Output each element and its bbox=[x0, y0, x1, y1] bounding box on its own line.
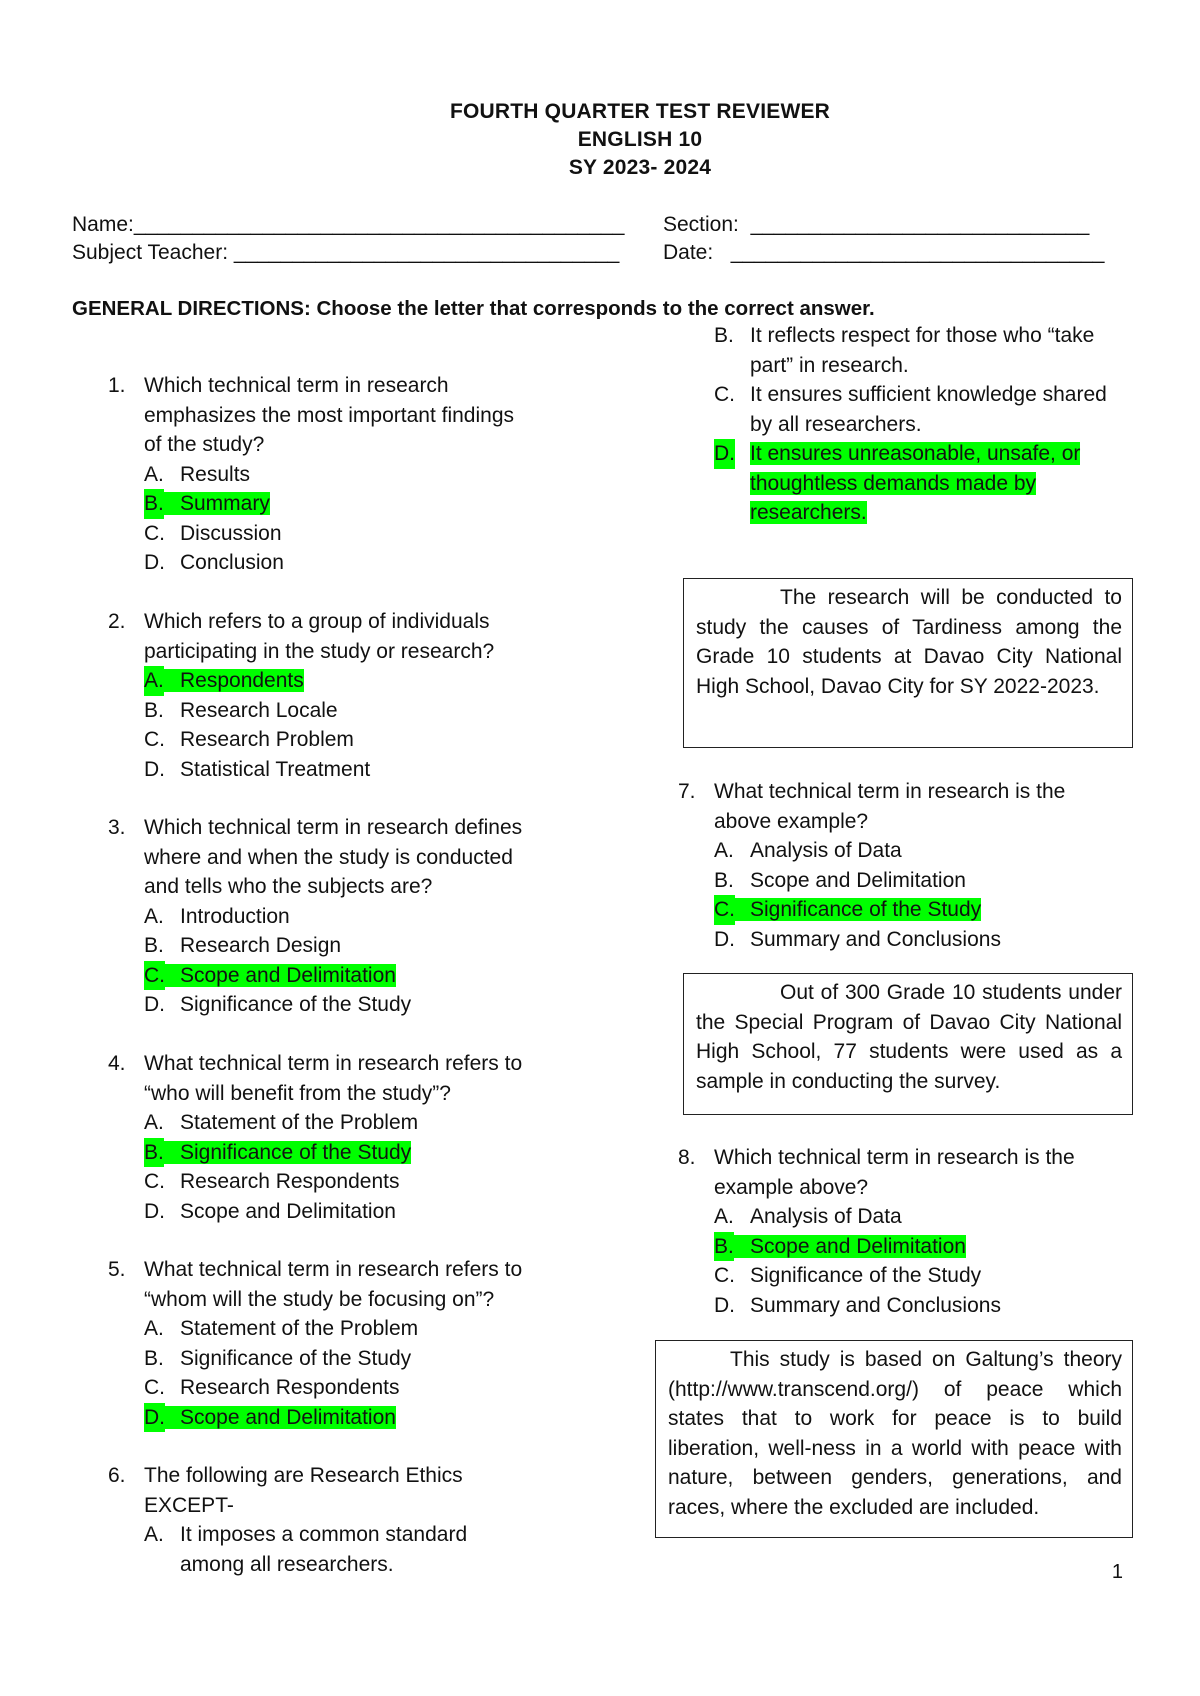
question-stem: Which technical term in research is the example above? bbox=[714, 1146, 1075, 1199]
option-b[interactable] bbox=[144, 489, 528, 519]
option-text: Analysis of Data bbox=[750, 839, 902, 862]
question-stem: What technical term in research refers to “whom will the study be focusing on”? bbox=[144, 1258, 523, 1311]
option-letter: C. bbox=[714, 895, 735, 925]
option-b[interactable] bbox=[144, 1344, 528, 1374]
question-stem: Which technical term in research defines where and when the study is conducted and tells who the subjects are? bbox=[144, 816, 523, 898]
option-letter: A. bbox=[144, 462, 164, 486]
option-letter: D. bbox=[144, 993, 165, 1016]
option-text: It ensures sufficient knowledge shared by all researchers. bbox=[750, 383, 1107, 436]
example-box-text: Out of 300 Grade 10 students under the Special Program of Davao City National High School, 77 students were used as a sample in conducting the survey. bbox=[696, 981, 1122, 1093]
option-letter: B. bbox=[714, 868, 734, 892]
option-letter: D. bbox=[714, 1293, 735, 1317]
name-field[interactable] bbox=[72, 213, 624, 237]
option-d[interactable] bbox=[714, 925, 1118, 955]
option-text: Research Locale bbox=[180, 698, 338, 722]
option-text: Results bbox=[180, 462, 251, 486]
section-label: Section: bbox=[663, 213, 739, 236]
option-letter: A. bbox=[144, 1111, 164, 1134]
option-a[interactable] bbox=[144, 460, 528, 490]
option-c[interactable] bbox=[144, 519, 528, 549]
question-number: 2. bbox=[108, 610, 126, 633]
option-letter: D. bbox=[144, 1199, 165, 1223]
question-3 bbox=[108, 813, 528, 1020]
option-letter: B. bbox=[144, 934, 164, 957]
option-text-highlighted: Significance of the Study bbox=[144, 1141, 411, 1164]
option-letter: D. bbox=[144, 1403, 165, 1433]
option-c[interactable] bbox=[144, 961, 528, 991]
option-b[interactable] bbox=[144, 1138, 528, 1168]
section-line: _____________________________ bbox=[750, 213, 1090, 236]
example-box-1 bbox=[683, 578, 1133, 748]
question-number: 4. bbox=[108, 1052, 126, 1075]
option-c[interactable] bbox=[714, 380, 1126, 439]
option-letter: C. bbox=[714, 1264, 735, 1287]
option-c[interactable] bbox=[144, 1373, 528, 1403]
option-letter: B. bbox=[144, 1346, 164, 1370]
question-number: 6. bbox=[108, 1464, 126, 1487]
option-a[interactable] bbox=[144, 1520, 526, 1579]
option-text: Significance of the Study bbox=[180, 993, 412, 1016]
question-1 bbox=[108, 371, 528, 578]
date-line: ________________________________ bbox=[730, 241, 1105, 264]
option-text: Scope and Delimitation bbox=[750, 868, 966, 892]
option-c[interactable] bbox=[714, 1261, 1118, 1291]
option-text: Research Design bbox=[180, 934, 342, 957]
option-text-highlighted: Scope and Delimitation bbox=[144, 1406, 396, 1429]
question-number: 7. bbox=[678, 780, 696, 803]
option-letter: A. bbox=[144, 1523, 164, 1546]
option-text-highlighted: Scope and Delimitation bbox=[144, 964, 396, 987]
option-letter: D. bbox=[714, 927, 735, 951]
option-d[interactable] bbox=[144, 548, 528, 578]
option-letter: C. bbox=[144, 521, 165, 545]
option-text: Summary and Conclusions bbox=[750, 927, 1001, 951]
option-d[interactable] bbox=[144, 990, 528, 1020]
option-letter: D. bbox=[714, 439, 735, 469]
option-text: Summary and Conclusions bbox=[750, 1293, 1001, 1317]
subject-teacher-line: _________________________________ bbox=[233, 241, 620, 264]
doc-title-line-1: FOURTH QUARTER TEST REVIEWER bbox=[449, 100, 831, 123]
option-b[interactable] bbox=[714, 1232, 1118, 1262]
doc-title-line-2: ENGLISH 10 bbox=[577, 128, 703, 151]
option-letter: C. bbox=[714, 383, 735, 406]
option-letter: B. bbox=[144, 1138, 164, 1168]
option-text: Scope and Delimitation bbox=[180, 1199, 396, 1223]
option-letter: B. bbox=[144, 698, 164, 722]
option-letter: C. bbox=[144, 1170, 165, 1193]
option-letter: C. bbox=[144, 728, 165, 751]
name-label: Name: bbox=[72, 213, 134, 236]
option-d[interactable] bbox=[144, 1197, 528, 1227]
option-text-highlighted: Significance of the Study bbox=[714, 898, 981, 921]
option-d[interactable] bbox=[714, 439, 1104, 528]
option-letter: A. bbox=[144, 1317, 164, 1340]
option-a[interactable] bbox=[714, 1202, 1118, 1232]
option-letter: C. bbox=[144, 961, 165, 991]
option-text: Significance of the Study bbox=[180, 1346, 412, 1370]
question-number: 3. bbox=[108, 816, 126, 839]
option-letter: B. bbox=[144, 489, 164, 519]
question-number: 8. bbox=[678, 1146, 696, 1169]
option-letter: A. bbox=[714, 839, 734, 862]
option-text: Research Respondents bbox=[180, 1170, 400, 1193]
option-a[interactable] bbox=[144, 666, 528, 696]
date-field[interactable] bbox=[663, 241, 1104, 265]
question-stem: What technical term in research is the above example? bbox=[714, 780, 1066, 833]
page-number: 1 bbox=[1111, 1561, 1123, 1583]
subject-teacher-field[interactable] bbox=[72, 241, 619, 265]
option-letter: D. bbox=[144, 551, 165, 574]
option-text: Introduction bbox=[180, 904, 290, 928]
option-a[interactable] bbox=[144, 902, 528, 932]
subject-teacher-label: Subject Teacher: bbox=[72, 241, 229, 264]
option-c[interactable] bbox=[714, 895, 1118, 925]
name-line: __________________________________________ bbox=[133, 213, 625, 236]
option-b[interactable] bbox=[714, 321, 1104, 380]
question-4 bbox=[108, 1049, 528, 1226]
option-text: Research Problem bbox=[180, 728, 354, 751]
option-text: Statistical Treatment bbox=[180, 757, 371, 781]
option-text-highlighted: Scope and Delimitation bbox=[714, 1235, 966, 1258]
option-c[interactable] bbox=[144, 1167, 528, 1197]
option-a[interactable] bbox=[144, 1314, 528, 1344]
option-letter: D. bbox=[144, 757, 165, 781]
question-6 bbox=[108, 1461, 528, 1579]
question-5 bbox=[108, 1255, 528, 1432]
option-text: Significance of the Study bbox=[750, 1264, 982, 1287]
option-a[interactable] bbox=[144, 1108, 528, 1138]
option-letter: C. bbox=[144, 1376, 165, 1399]
section-field[interactable] bbox=[663, 213, 1089, 237]
question-stem: What technical term in research refers to “who will benefit from the study”? bbox=[144, 1052, 523, 1105]
option-text: Research Respondents bbox=[180, 1376, 400, 1399]
option-text: Conclusion bbox=[180, 551, 284, 574]
option-text: Analysis of Data bbox=[750, 1205, 902, 1228]
general-directions: GENERAL DIRECTIONS: Choose the letter that corresponds to the correct answer. bbox=[72, 297, 875, 320]
option-text: It reflects respect for those who “take part” in research. bbox=[750, 324, 1095, 377]
option-text: Statement of the Problem bbox=[180, 1317, 419, 1340]
option-d[interactable] bbox=[144, 755, 528, 785]
option-d[interactable] bbox=[144, 1403, 528, 1433]
option-text: Discussion bbox=[180, 521, 282, 545]
option-letter: A. bbox=[714, 1205, 734, 1228]
option-text: It imposes a common standard among all researchers. bbox=[180, 1523, 468, 1576]
option-text-highlighted: Respondents bbox=[144, 669, 304, 692]
example-box-text: This study is based on Galtung’s theory (http://www.transcend.org/) of peace which states that to work for peace is to build liberation, well-ness in a world with peace with nature, between genders, generations, and races, where the excluded are included. bbox=[668, 1348, 1122, 1519]
option-letter: B. bbox=[714, 324, 734, 347]
option-text-highlighted: It ensures unreasonable, unsafe, or thoughtless demands made by researchers. bbox=[750, 442, 1081, 524]
question-8 bbox=[678, 1143, 1118, 1320]
date-label: Date: bbox=[663, 241, 714, 264]
option-letter: A. bbox=[144, 666, 164, 696]
question-stem: Which technical term in research emphasizes the most important findings of the study? bbox=[144, 374, 515, 456]
question-stem: The following are Research Ethics EXCEPT- bbox=[144, 1464, 463, 1517]
question-number: 1. bbox=[108, 374, 126, 397]
example-box-3 bbox=[655, 1340, 1133, 1538]
example-box-text: The research will be conducted to study the causes of Tardiness among the Grade 10 students at Davao City National High School, Davao City for SY 2022-2023. bbox=[696, 586, 1122, 698]
question-6-continued bbox=[678, 321, 1148, 528]
option-b[interactable] bbox=[144, 696, 528, 726]
option-d[interactable] bbox=[714, 1291, 1118, 1321]
doc-title-line-3: SY 2023- 2024 bbox=[568, 156, 712, 179]
question-2 bbox=[108, 607, 528, 784]
option-a[interactable] bbox=[714, 836, 1118, 866]
question-7 bbox=[678, 777, 1118, 954]
option-c[interactable] bbox=[144, 725, 528, 755]
option-b[interactable] bbox=[714, 866, 1118, 896]
option-b[interactable] bbox=[144, 931, 528, 961]
example-box-2 bbox=[683, 973, 1133, 1115]
question-stem: Which refers to a group of individuals participating in the study or research? bbox=[144, 610, 495, 663]
question-number: 5. bbox=[108, 1258, 126, 1281]
option-letter: A. bbox=[144, 904, 164, 928]
option-text: Statement of the Problem bbox=[180, 1111, 419, 1134]
option-letter: B. bbox=[714, 1232, 734, 1262]
option-text-highlighted: Summary bbox=[144, 492, 270, 515]
